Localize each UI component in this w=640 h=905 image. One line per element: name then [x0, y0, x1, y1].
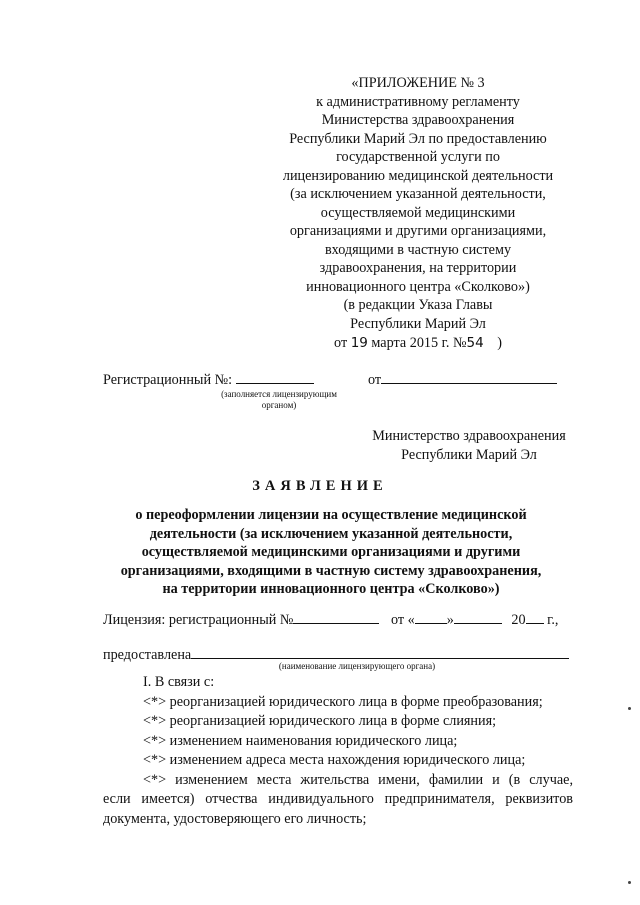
- reason-item-long: <*> изменением места жительства имени, фамилии и (в случае,: [143, 771, 573, 788]
- appendix-line: лицензированию медицинской деятельности: [282, 167, 554, 184]
- license-month-blank[interactable]: [454, 610, 502, 624]
- license-year-suffix: г.,: [547, 612, 559, 628]
- date-day: 19: [350, 335, 368, 351]
- appendix-header: [268, 74, 568, 353]
- registration-label: Регистрационный №:: [103, 372, 233, 388]
- appendix-line: Республики Марий Эл: [350, 315, 486, 332]
- registration-from-label: от: [368, 372, 382, 388]
- scan-speck: [628, 881, 631, 884]
- reason-item-long: если имеется) отчества индивидуального предпринимателя, реквизитов: [103, 791, 573, 807]
- license-number-blank[interactable]: [293, 610, 379, 624]
- appendix-line: здравоохранения, на территории: [319, 260, 517, 276]
- provided-note: (наименование лицензирующего органа): [278, 661, 436, 671]
- registration-note-line: (заполняется лицензирующим: [221, 389, 337, 399]
- license-quote-close: »: [446, 612, 454, 628]
- provided-label: предоставлена: [103, 647, 192, 663]
- license-year-prefix: 20: [511, 612, 526, 628]
- decree-number: 54: [466, 335, 484, 351]
- registration-date-blank[interactable]: [381, 370, 557, 384]
- appendix-line: организациями и другими организациями,: [289, 223, 547, 239]
- scan-speck: [628, 707, 631, 710]
- application-subject: [105, 506, 557, 599]
- reason-item: <*> изменением адреса места нахождения юридического лица;: [143, 752, 526, 768]
- appendix-line: Республики Марий Эл по предоставлению: [289, 130, 547, 147]
- license-line: [103, 610, 558, 629]
- appendix-line: инновационного центра «Сколково»): [306, 278, 530, 295]
- appendix-line: к административному регламенту: [316, 93, 520, 110]
- license-label: Лицензия: регистрационный №: [103, 612, 294, 628]
- recipient: [366, 427, 572, 464]
- subject-line: деятельности (за исключением указанной деятельности,: [149, 525, 513, 542]
- registration-note: [208, 389, 350, 411]
- reasons-section: [103, 673, 573, 829]
- document-title: ЗАЯВЛЕНИЕ: [252, 478, 388, 494]
- appendix-line: (за исключением указанной деятельности,: [290, 186, 546, 202]
- reason-item: <*> реорганизацией юридического лица в форме слияния;: [143, 713, 497, 729]
- reasons-heading: I. В связи с:: [143, 674, 215, 690]
- appendix-line: «ПРИЛОЖЕНИЕ № 3: [351, 75, 485, 91]
- reason-item-long: документа, удостоверяющего его личность;: [103, 810, 367, 827]
- recipient-line: Министерство здравоохранения: [372, 428, 566, 444]
- date-month-year: марта 2015 г. №: [371, 335, 467, 351]
- appendix-line: осуществляемой медицинскими: [320, 204, 516, 221]
- subject-line: осуществляемой медицинскими организациями и другими: [141, 544, 521, 561]
- subject-line: о переоформлении лицензии на осуществление медицинской: [135, 507, 527, 523]
- appendix-line: Министерства здравоохранения: [321, 112, 515, 128]
- appendix-line: государственной услуги по: [336, 149, 500, 165]
- subject-line: организациями, входящими в частную систему здравоохранения,: [120, 562, 542, 579]
- appendix-date-line: [268, 334, 568, 353]
- subject-line: на территории инновационного центра «Сколково»): [162, 581, 500, 598]
- license-day-blank[interactable]: [415, 610, 447, 624]
- appendix-line: (в редакции Указа Главы: [343, 297, 493, 313]
- reason-item: <*> реорганизацией юридического лица в форме преобразования;: [143, 693, 543, 710]
- appendix-line: входящими в частную систему: [324, 241, 512, 258]
- registration-note-line: органом): [261, 400, 297, 410]
- reason-item: <*> изменением наименования юридического лица;: [143, 732, 458, 749]
- date-prefix: от: [334, 335, 348, 351]
- registration-number-blank[interactable]: [236, 370, 314, 384]
- provided-authority-blank[interactable]: [191, 645, 569, 659]
- date-close: ): [497, 335, 502, 351]
- license-from: от «: [391, 612, 415, 628]
- recipient-line: Республики Марий Эл: [401, 446, 537, 463]
- registration-line: [103, 370, 314, 389]
- registration-date-line: [368, 370, 557, 389]
- license-year-blank[interactable]: [526, 610, 544, 624]
